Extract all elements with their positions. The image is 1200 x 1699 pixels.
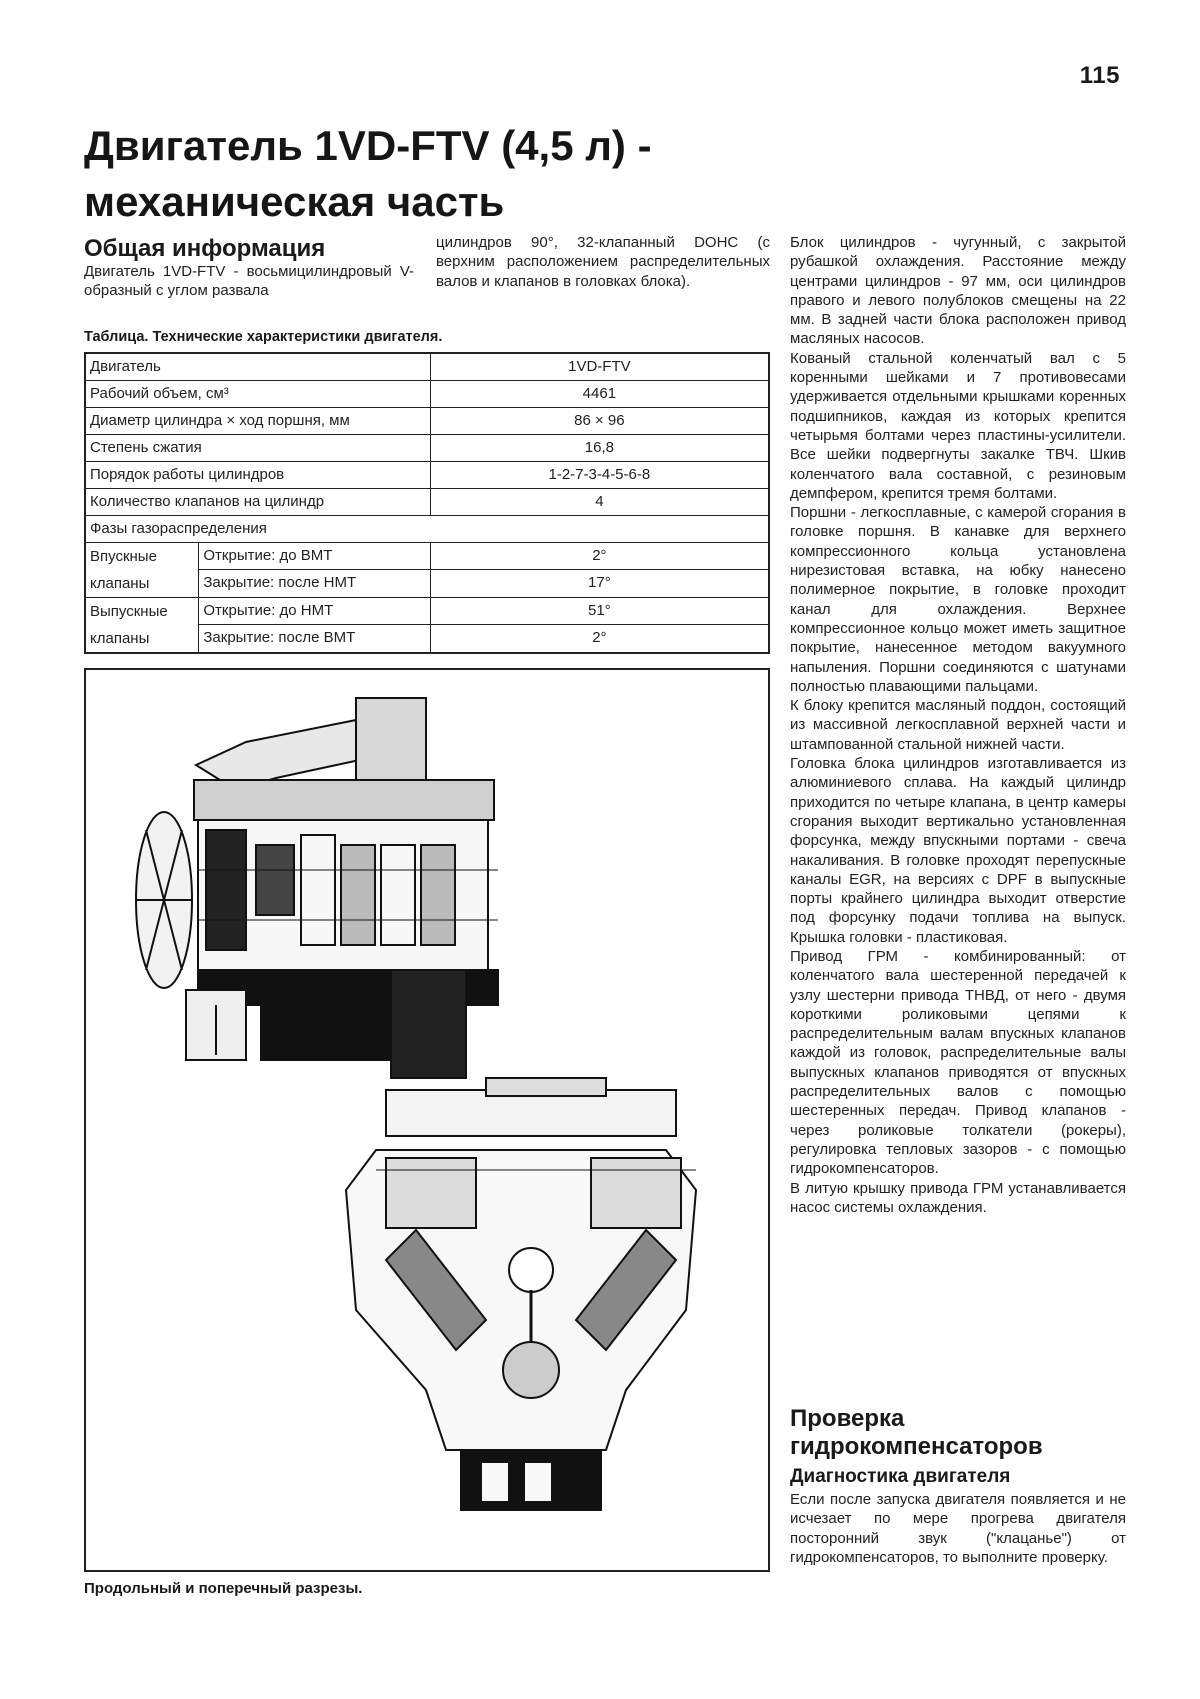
table-row [85,434,769,461]
exhaust-open-label: Открытие: до НМТ [199,597,430,625]
diagnostics-heading: Диагностика двигателя [790,1466,1011,1487]
table-row [85,380,769,407]
intro-text-col2: цилиндров 90°, 32-клапанный DOHC (с верхним расположением распределительных валов и клапанов в головках блока). [436,234,770,290]
table-caption: Таблица. Технические характеристики двигателя. [84,329,443,345]
check-heading: Проверка гидрокомпенсаторов [790,1405,1043,1460]
intro-text-col1: Двигатель 1VD-FTV - восьмицилиндровый V-образный с углом развала [84,263,414,300]
table-row [85,353,769,380]
table-row [85,515,769,542]
page-number: 115 [1079,62,1120,89]
engine-cutaway-figure [84,668,770,1572]
table-row [85,488,769,515]
spec-label: Рабочий объем, см³ [85,380,430,407]
table-row [85,542,769,570]
spec-label: Степень сжатия [85,434,430,461]
paragraph-timing-drive: Привод ГРМ - комбинированный: от коленчатого вала шестеренной передачей к узлу шестерни привода ТНВД, от него - двумя короткими роликовыми цепями к распределительным валам впускных клапанов каждой из головок, распределительные валы выпускных клапанов приводятся от впускных распределительных валов с помощью шестеренных передач. Привод клапанов - через роликовые толкатели (рокеры), регулировка тепловых зазоров - с помощью гидрокомпенсаторов. [790,947,1126,1178]
general-info-heading: Общая информация [84,235,326,262]
paragraph-crankshaft: Кованый стальной коленчатый вал с 5 коренными шейками и 7 противовесами удерживается отдельными крышками коренных подшипников, каждая из которых крепится четырьмя болтами через пластины-усилители. Все шейки подвергнуты закалке ТВЧ. Шкив коленчатого вала составной, с резиновым демпфером, крепится тремя болтами. [790,349,1126,502]
spec-label: Диаметр цилиндра × ход поршня, мм [85,407,430,434]
paragraph-oil-pan: К блоку крепится масляный поддон, состоящий из массивной легкосплавной верхней части и штампованной стальной нижней части. [790,697,1126,753]
table-row [85,461,769,488]
transverse-section-drawing [346,1078,696,1510]
spec-value: 16,8 [430,434,769,461]
right-column-text [790,233,1126,1217]
intake-close-value: 17° [430,570,769,598]
table-row [85,597,769,625]
engine-spec-table [84,352,770,654]
spec-value: 1-2-7-3-4-5-6-8 [430,461,769,488]
longitudinal-section-drawing [136,698,498,1078]
spec-value: 4 [430,488,769,515]
intake-open-value: 2° [430,542,769,570]
exhaust-group-label: Выпускные клапаны [85,597,199,653]
exhaust-close-value: 2° [430,625,769,653]
phases-label: Фазы газораспределения [85,515,769,542]
paragraph-water-pump: В литую крышку привода ГРМ устанавливается насос системы охлаждения. [790,1179,1126,1216]
intake-group-label: Впускные клапаны [85,542,199,597]
spec-value: 4461 [430,380,769,407]
figure-caption: Продольный и поперечный разрезы. [84,1580,363,1597]
intake-close-label: Закрытие: после НМТ [199,570,430,598]
diagnostics-text: Если после запуска двигателя появляется и не исчезает по мере прогрева двигателя посторонний звук ("клацанье") от гидрокомпенсаторов, то выполните проверку. [790,1491,1126,1566]
table-row [85,407,769,434]
paragraph-cylinder-head: Головка блока цилиндров изготавливается из алюминиевого сплава. На каждый цилиндр приходится по четыре клапана, в центр камеры сгорания выходит вертикально установленная форсунка, между впускными портами - свеча накаливания. В головке проходят перепускные каналы EGR, на версиях с DPF в выпускные порты крайнего цилиндра выходит отверстие под форсунку подачи топлива на выпуск. Крышка головки - пластиковая. [790,755,1126,946]
spec-value: 1VD-FTV [430,353,769,380]
title-line-2: механическая часть [84,178,505,225]
intake-open-label: Открытие: до ВМТ [199,542,430,570]
exhaust-open-value: 51° [430,597,769,625]
spec-label: Порядок работы цилиндров [85,461,430,488]
page-title [84,118,984,230]
paragraph-pistons: Поршни - легкосплавные, с камерой сгорания в головке поршня. В канавке для верхнего компрессионного кольца установлена нирезистовая вставка, на юбку нанесено полимерное покрытие, в головке проходит канал для охлаждения. Верхнее компрессионное кольцо может иметь защитное покрытие, нанесенное методом вакуумного напыления. Поршни соединяются с шатунами полностью плавающими пальцами. [790,504,1126,695]
spec-label: Двигатель [85,353,430,380]
exhaust-close-label: Закрытие: после ВМТ [199,625,430,653]
title-line-1: Двигатель 1VD-FTV (4,5 л) - [84,122,652,169]
spec-label: Количество клапанов на цилиндр [85,488,430,515]
spec-value: 86 × 96 [430,407,769,434]
paragraph-block: Блок цилиндров - чугунный, с закрытой рубашкой охлаждения. Расстояние между центрами цилиндров - 97 мм, оси цилиндров правого и левого полублоков смещены на 22 мм. В задней части блока расположен привод масляных насосов. [790,234,1126,348]
engine-illustration [86,670,768,1570]
